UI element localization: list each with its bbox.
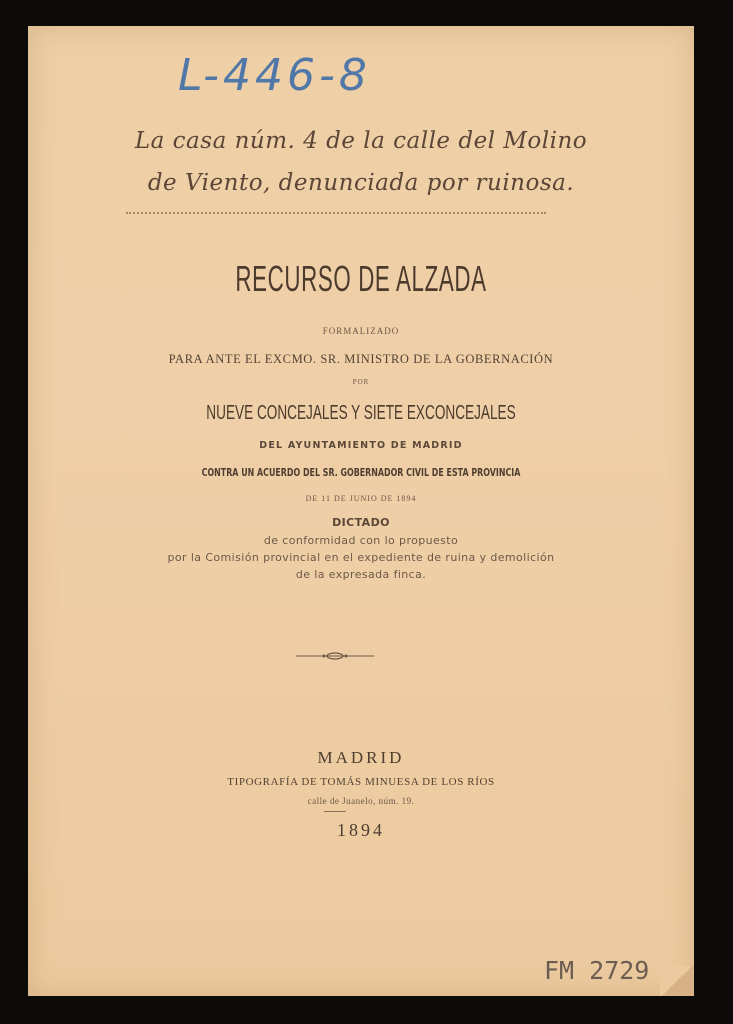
body-line-2: por la Comisión provincial en el expediente de ruina y demolición	[167, 551, 555, 564]
body-line-3: de la expresada finca.	[295, 568, 427, 581]
document-page	[28, 26, 694, 996]
fecha-text: DE 11 DE JUNIO DE 1894	[305, 494, 417, 503]
concejales-heading: NUEVE CONCEJALES Y SIETE EXCONCEJALES	[206, 402, 516, 424]
printer-text: TIPOGRAFÍA DE TOMÁS MINUESA DE LOS RÍOS	[227, 776, 495, 788]
body-line-1: de conformidad con lo propuesto	[263, 534, 459, 547]
handwritten-catalog-code: L-446-8	[178, 50, 371, 101]
address-text: calle de Juanelo, núm. 19.	[307, 796, 415, 806]
para-ante-text: PARA ANTE EL EXCMO. SR. MINISTRO DE LA GOBERNACIÓN	[168, 352, 554, 366]
contra-text: CONTRA UN ACUERDO DEL SR. GOBERNADOR CIVIL DE ESTA PROVINCIA	[201, 466, 521, 479]
year-text: 1894	[337, 820, 385, 840]
ayuntamiento-text: DEL AYUNTAMIENTO DE MADRID	[259, 440, 463, 451]
dictado-text: DICTADO	[332, 516, 390, 529]
subtitle-line-1: La casa núm. 4 de la calle del Molino	[134, 128, 588, 154]
short-rule	[324, 811, 346, 812]
dotted-divider	[126, 212, 546, 214]
city-text: MADRID	[317, 748, 405, 767]
ornament-divider-icon	[296, 651, 374, 661]
subtitle-line-2: de Viento, denunciada por ruinosa.	[147, 170, 575, 196]
por-text: POR	[352, 378, 370, 386]
main-title: RECURSO DE ALZADA	[235, 258, 487, 299]
pencil-inventory-note: FM 2729	[544, 956, 650, 985]
formalizado-text: FORMALIZADO	[322, 326, 400, 336]
folded-corner	[660, 966, 694, 996]
